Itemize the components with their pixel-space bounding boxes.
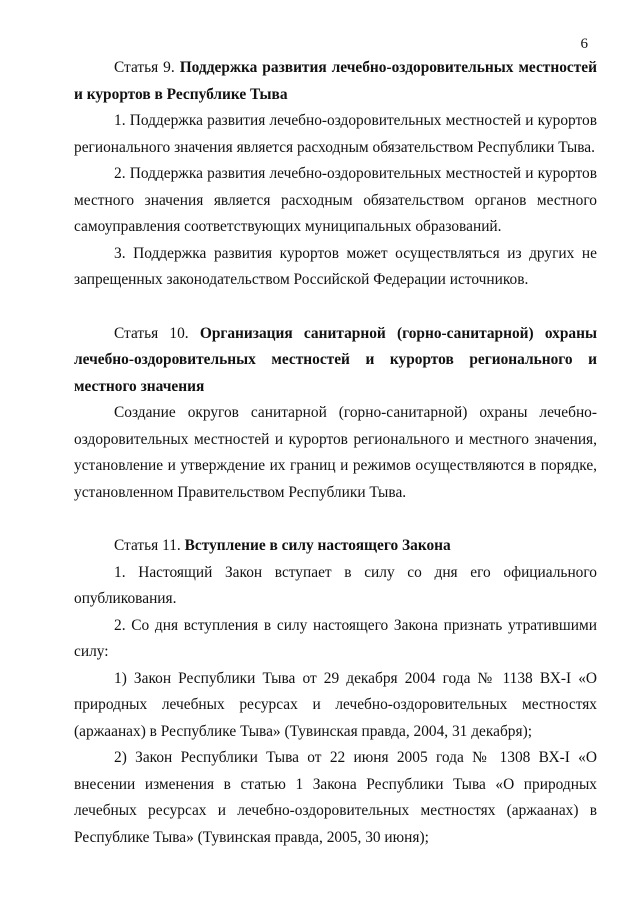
article-11-heading: Вступление в силу настоящего Закона xyxy=(184,537,451,554)
article-9-heading: Поддержка развития лечебно-оздоровительных местностей и курортов в Республике Тыва xyxy=(74,59,597,103)
article-11-paragraph-1: 1. Настоящий Закон вступает в силу со дня его официального опубликования. xyxy=(74,563,597,607)
article-9-paragraph-2: 2. Поддержка развития лечебно-оздоровительных местностей и курортов местного значения является расходным обязательством органов местного самоуправления соответствующих муниципальных образований. xyxy=(74,165,597,235)
article-11-item-1: 1) Закон Республики Тыва от 29 декабря 2004 года № 1138 ВХ-I «О природных лечебных ресурсах и лечебно-оздоровительных местностях (аржаанах) в Республике Тыва» (Тувинская правда, 2004, 31 декабря); xyxy=(74,669,597,740)
article-10-label: Статья 10. xyxy=(114,324,189,342)
article-9-paragraph-3: 3. Поддержка развития курортов может осуществляться из других не запрещенных законодательством Российской Федерации источников. xyxy=(74,244,597,288)
section-spacer xyxy=(74,294,597,321)
article-11-paragraph-2: 2. Со дня вступления в силу настоящего Закона признать утратившими силу: xyxy=(74,616,597,660)
article-11-title xyxy=(74,533,597,560)
article-9-paragraph-1: 1. Поддержка развития лечебно-оздоровительных местностей и курортов регионального значения является расходным обязательством Республики Тыва. xyxy=(74,112,597,156)
article-11-item-2: 2) Закон Республики Тыва от 22 июня 2005 года № 1308 ВХ-I «О внесении изменения в статью 1 Закона Республики Тыва «О природных лечебных ресурсах и лечебно-оздоровительных местностях (аржаанах) в Республике Тыва» (Тувинская правда, 2005, 30 июня); xyxy=(74,749,597,846)
article-11-label: Статья 11. xyxy=(114,537,181,554)
document-body xyxy=(74,55,597,851)
article-10-heading: Организация санитарной (горно-санитарной) охраны лечебно-оздоровительных местностей и курортов регионального и местного значения xyxy=(74,324,597,395)
section-spacer xyxy=(74,506,597,533)
article-9-label: Статья 9. xyxy=(114,59,175,76)
page-number: 6 xyxy=(580,36,588,52)
article-10-paragraph-1: Создание округов санитарной (горно-санитарной) охраны лечебно-оздоровительных местностей и курортов регионального и местного значения, установление и утверждение их границ и режимов осуществляются в порядке, установленном Правительством Республики Тыва. xyxy=(74,404,597,501)
article-9-title xyxy=(74,55,597,108)
article-10-title xyxy=(74,321,597,401)
